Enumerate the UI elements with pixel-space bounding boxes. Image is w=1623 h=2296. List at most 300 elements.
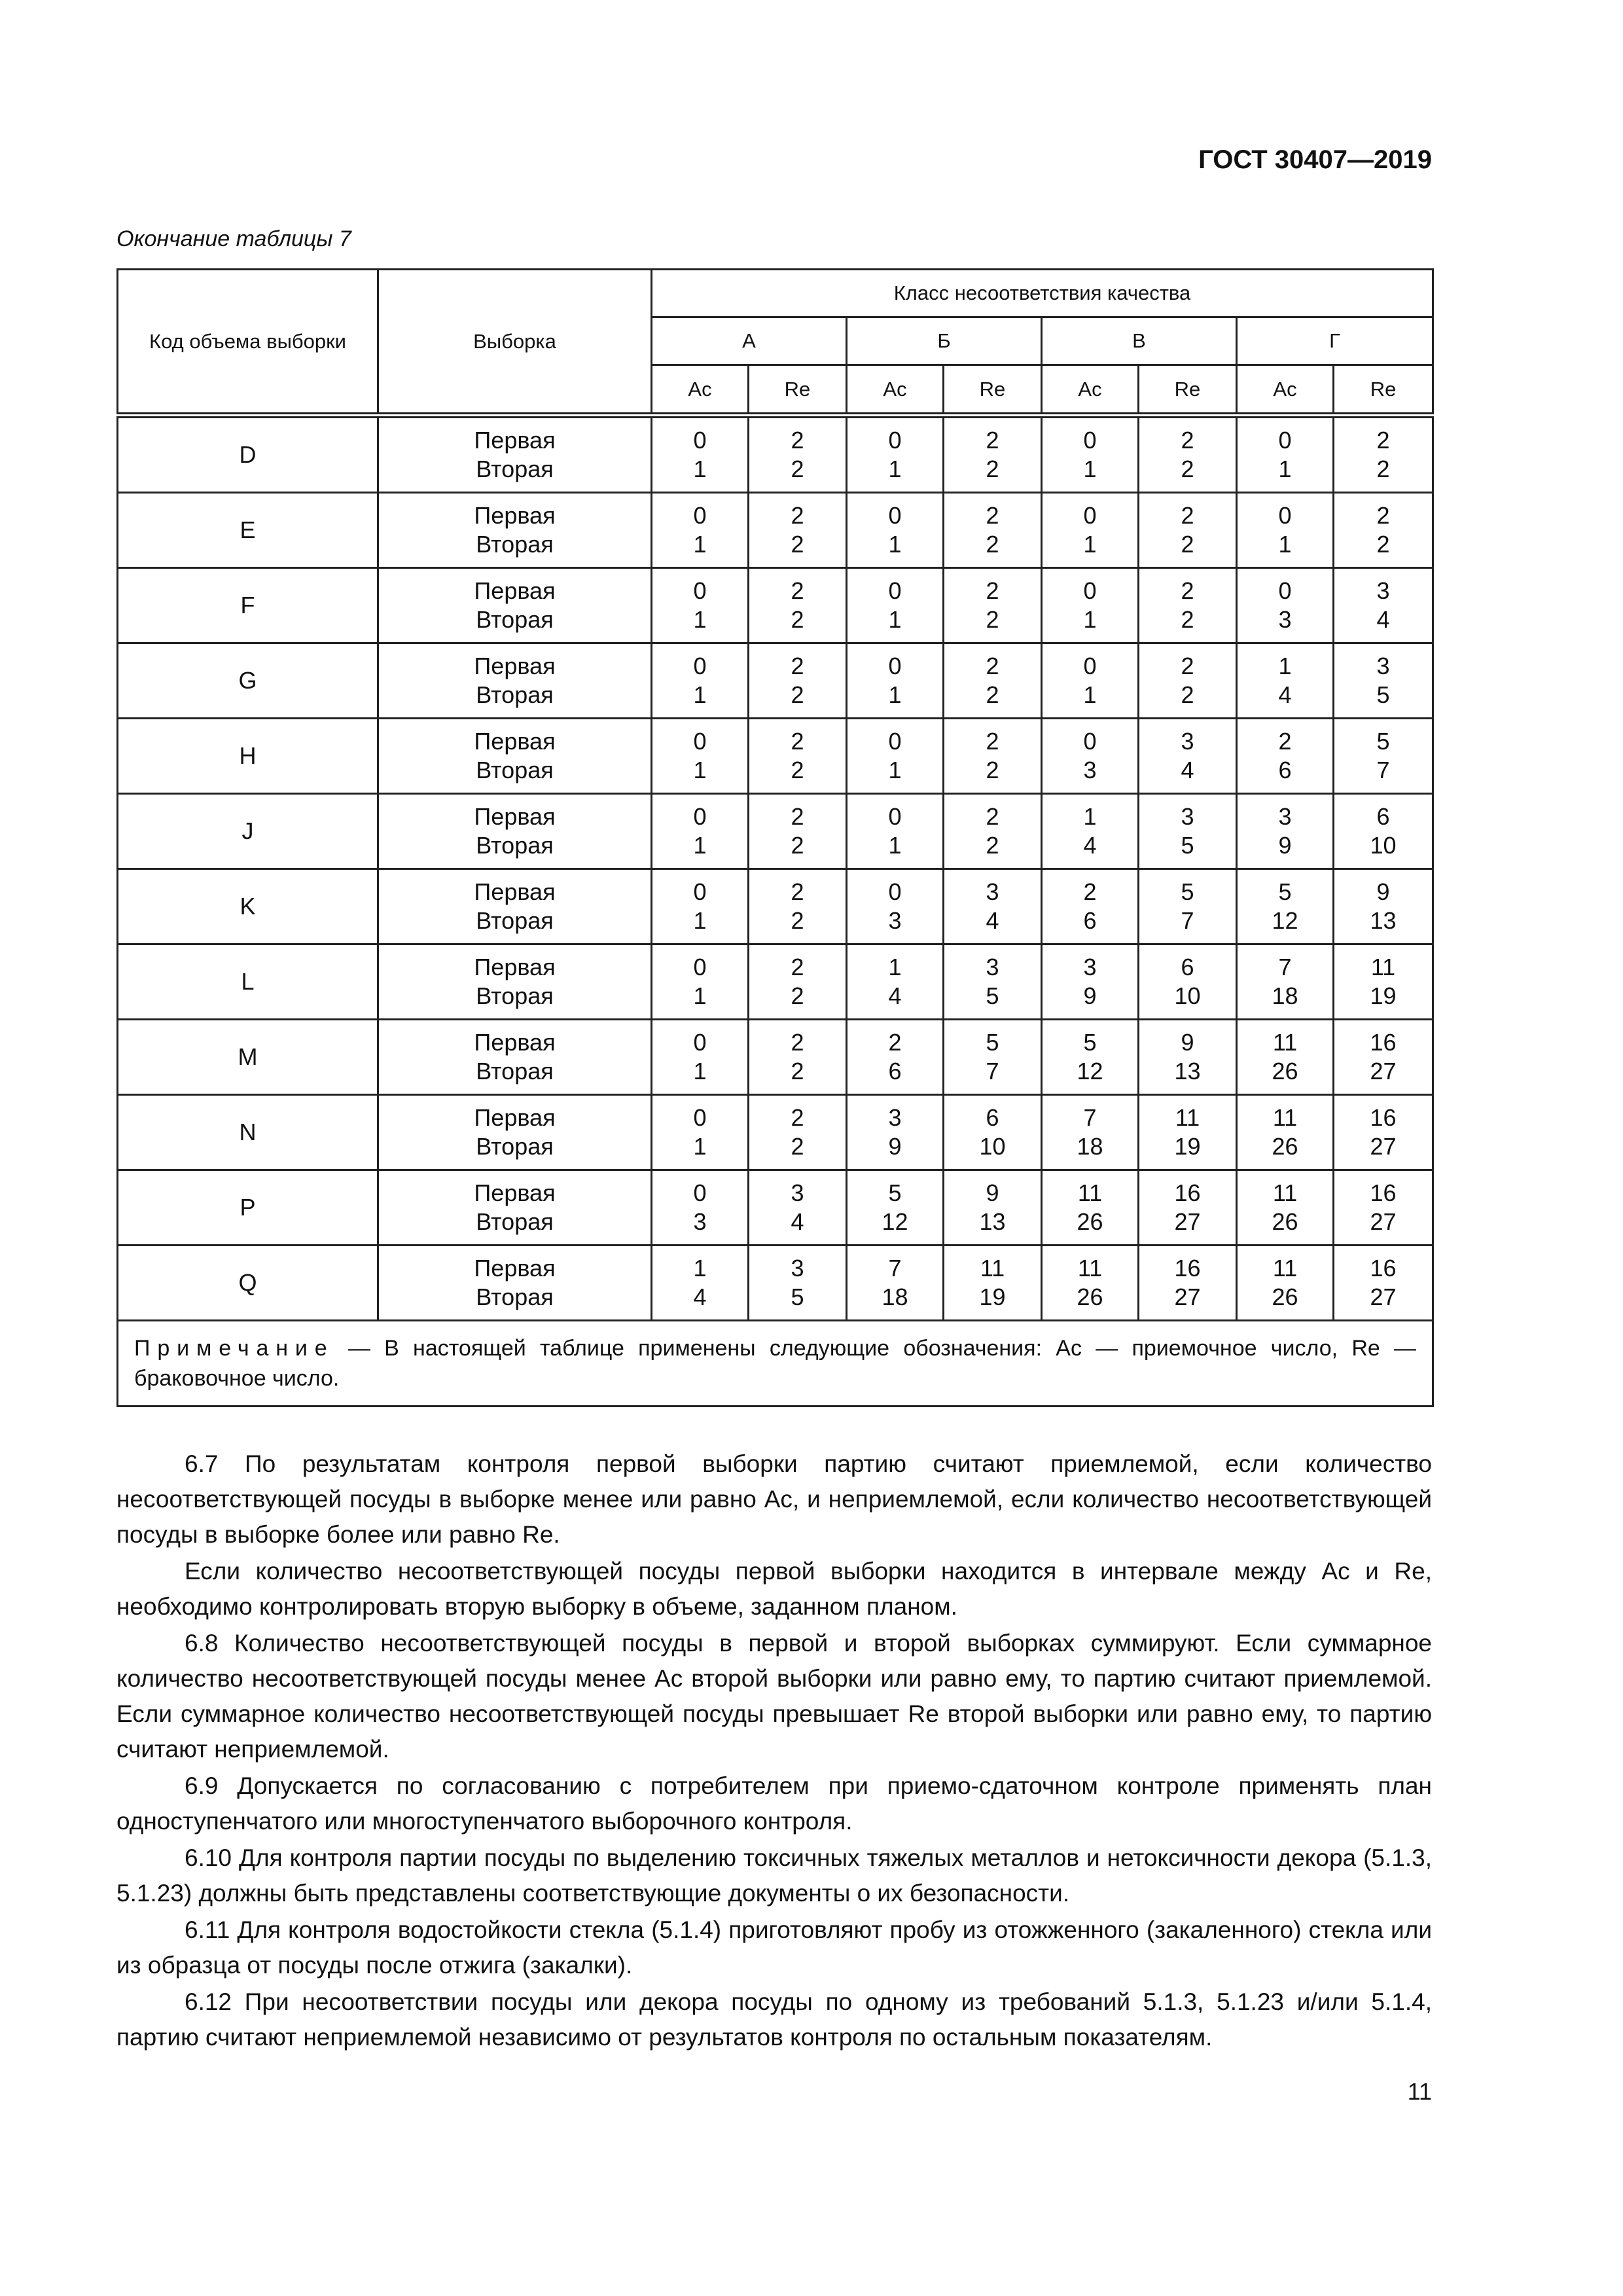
header-re: Re [749, 365, 847, 416]
value: 27 [1370, 1283, 1397, 1310]
table-row [118, 869, 1433, 944]
value: 3 [791, 1255, 804, 1282]
value: 4 [1376, 606, 1390, 633]
sample-label: Вторая [476, 606, 554, 633]
value: 3 [693, 1208, 707, 1235]
value-cell [652, 794, 749, 869]
value-cell [1139, 869, 1237, 944]
value: 12 [1272, 907, 1298, 934]
value: 12 [1077, 1058, 1103, 1085]
table-note [118, 1321, 1433, 1407]
sample-label: Первая [474, 803, 556, 830]
value: 9 [888, 1133, 902, 1160]
value: 1 [1278, 456, 1292, 482]
sample-label: Вторая [476, 982, 554, 1009]
value: 2 [1181, 606, 1194, 633]
value-cell [847, 1246, 944, 1321]
value-cell [1139, 493, 1237, 568]
value: 3 [986, 878, 999, 905]
value: 19 [979, 1283, 1006, 1310]
value: 0 [888, 803, 902, 830]
value: 2 [1181, 427, 1194, 454]
paragraph: 6.12 При несоответствии посуды или декора посуды по одному из требований 5.1.3, 5.1.23 и/или 5.1.4, партию считают неприемлемой независимо от результатов контроля по остальным показателям. [116, 1988, 1432, 2051]
header-ac: Ac [1042, 365, 1139, 416]
sample-label: Вторая [476, 1058, 554, 1085]
value-cell [1237, 416, 1334, 493]
value: 27 [1370, 1133, 1397, 1160]
value: 1 [888, 531, 902, 558]
value: 4 [1278, 681, 1292, 708]
value: 2 [1181, 531, 1194, 558]
value: 27 [1174, 1283, 1201, 1310]
value-cell [944, 493, 1042, 568]
value: 0 [888, 502, 902, 529]
value: 10 [979, 1133, 1006, 1160]
value-cell [1334, 493, 1433, 568]
value-cell [1237, 944, 1334, 1020]
value: 18 [882, 1283, 908, 1310]
paragraph: 6.9 Допускается по согласованию с потребителем при приемо-сдаточном контроле применять план одноступенчатого или многоступенчатого выборочного контроля. [116, 1772, 1432, 1835]
sample-cell [378, 869, 652, 944]
value-cell [749, 568, 847, 643]
table-row [118, 944, 1433, 1020]
value-cell [944, 1170, 1042, 1246]
value: 0 [693, 1029, 707, 1056]
header-ac: Ac [1237, 365, 1334, 416]
sample-label: Первая [474, 728, 556, 755]
value: 2 [1181, 502, 1194, 529]
value-cell [652, 493, 749, 568]
value: 2 [791, 1029, 804, 1056]
value: 2 [791, 1058, 804, 1085]
sample-code-cell: G [118, 643, 378, 719]
value: 0 [693, 427, 707, 454]
value-cell [1042, 568, 1139, 643]
value: 2 [986, 577, 999, 604]
value-cell [944, 568, 1042, 643]
value-cell [847, 568, 944, 643]
value-cell [1237, 719, 1334, 794]
value: 1 [1278, 531, 1292, 558]
header-re: Re [1139, 365, 1237, 416]
value: 2 [986, 832, 999, 859]
paragraph: 6.8 Количество несоответствующей посуды в первой и второй выборках суммируют. Если суммарное количество несоответствующей посуды менее Ac второй выборки или равно ему, то партию считают приемлемой. Если суммарное количество несоответствующей посуды превышает Re второй выборки или равно ему, то партию считают неприемлемой. [116, 1630, 1432, 1763]
value: 1 [888, 681, 902, 708]
value-cell [1334, 719, 1433, 794]
value: 11 [1175, 1104, 1200, 1131]
sample-label: Первая [474, 878, 556, 905]
value: 2 [1181, 681, 1194, 708]
value-cell [847, 1170, 944, 1246]
paragraph: 6.10 Для контроля партии посуды по выделению токсичных тяжелых металлов и нетоксичности декора (5.1.3, 5.1.23) должны быть представлены соответствующие документы о их безопасности. [116, 1844, 1432, 1907]
value: 2 [986, 456, 999, 482]
value: 26 [1272, 1058, 1298, 1085]
value: 1 [693, 982, 707, 1009]
value: 3 [1083, 954, 1097, 980]
value: 3 [1278, 803, 1292, 830]
value: 2 [791, 907, 804, 934]
sample-label: Первая [474, 427, 556, 454]
value: 2 [791, 427, 804, 454]
value: 1 [693, 832, 707, 859]
sample-label: Вторая [476, 1208, 554, 1235]
value-cell [847, 719, 944, 794]
document-id: ГОСТ 30407—2019 [1198, 145, 1432, 174]
value-cell [1237, 1246, 1334, 1321]
value: 5 [986, 982, 999, 1009]
value-cell [749, 1020, 847, 1095]
sample-cell [378, 568, 652, 643]
value-cell [1042, 794, 1139, 869]
value: 3 [1181, 803, 1194, 830]
value: 11 [1077, 1179, 1103, 1206]
value: 6 [1181, 954, 1194, 980]
header-re: Re [944, 365, 1042, 416]
value-cell [652, 944, 749, 1020]
value-cell [749, 1170, 847, 1246]
value-cell [749, 493, 847, 568]
sample-cell [378, 944, 652, 1020]
value-cell [749, 1246, 847, 1321]
value: 2 [791, 728, 804, 755]
sample-cell [378, 643, 652, 719]
value: 16 [1370, 1104, 1397, 1131]
value-cell [652, 719, 749, 794]
value: 0 [1083, 502, 1097, 529]
value: 2 [791, 878, 804, 905]
value-cell [1139, 719, 1237, 794]
value-cell [1334, 1170, 1433, 1246]
sample-code-cell: D [118, 416, 378, 493]
sample-code-cell: K [118, 869, 378, 944]
sample-label: Первая [474, 1179, 556, 1206]
value-cell [652, 568, 749, 643]
value: 26 [1077, 1283, 1103, 1310]
value: 2 [791, 577, 804, 604]
value: 13 [1370, 907, 1397, 934]
value: 11 [1272, 1255, 1298, 1282]
value: 0 [1278, 577, 1292, 604]
value-cell [1237, 1020, 1334, 1095]
value: 3 [888, 907, 902, 934]
value-cell [749, 794, 847, 869]
value: 0 [693, 577, 707, 604]
value: 5 [1278, 878, 1292, 905]
value: 1 [1083, 681, 1097, 708]
value: 26 [1272, 1208, 1298, 1235]
value: 2 [791, 681, 804, 708]
value: 0 [1083, 728, 1097, 755]
value-cell [749, 944, 847, 1020]
value: 1 [1083, 531, 1097, 558]
header-class-a: А [652, 317, 847, 365]
sample-cell [378, 1170, 652, 1246]
value-cell [1042, 643, 1139, 719]
value: 9 [1376, 878, 1390, 905]
sample-code-cell: E [118, 493, 378, 568]
value: 2 [791, 653, 804, 679]
value-cell [1139, 1020, 1237, 1095]
value-cell [847, 794, 944, 869]
value-cell [847, 869, 944, 944]
value: 2 [791, 502, 804, 529]
value-cell [1334, 944, 1433, 1020]
table-row [118, 1095, 1433, 1170]
value: 7 [986, 1058, 999, 1085]
sample-label: Вторая [476, 832, 554, 859]
value: 1 [693, 456, 707, 482]
value: 16 [1370, 1255, 1397, 1282]
value-cell [1139, 1246, 1237, 1321]
sample-cell [378, 1095, 652, 1170]
header-ac: Ac [847, 365, 944, 416]
value: 1 [888, 456, 902, 482]
sample-code-cell: Q [118, 1246, 378, 1321]
value: 1 [693, 681, 707, 708]
sample-code-cell: P [118, 1170, 378, 1246]
value: 5 [1376, 728, 1390, 755]
value: 0 [1083, 577, 1097, 604]
value: 11 [1077, 1255, 1103, 1282]
value: 5 [888, 1179, 902, 1206]
value-cell [1042, 1246, 1139, 1321]
value: 3 [1376, 577, 1390, 604]
value: 0 [693, 728, 707, 755]
header-class-b: Б [847, 317, 1042, 365]
value: 9 [986, 1179, 999, 1206]
value: 1 [888, 606, 902, 633]
value: 2 [791, 982, 804, 1009]
value: 0 [693, 502, 707, 529]
value: 4 [791, 1208, 804, 1235]
sample-label: Первая [474, 653, 556, 679]
value-cell [1334, 1095, 1433, 1170]
value: 2 [986, 653, 999, 679]
value: 2 [791, 954, 804, 980]
value: 2 [1181, 653, 1194, 679]
acceptance-table [116, 268, 1434, 1407]
table-row [118, 493, 1433, 568]
body-text [116, 1446, 1432, 2056]
value: 3 [1278, 606, 1292, 633]
value: 2 [986, 803, 999, 830]
value-cell [1139, 794, 1237, 869]
value: 10 [1370, 832, 1397, 859]
value-cell [1334, 416, 1433, 493]
value-cell [1334, 869, 1433, 944]
value: 9 [1083, 982, 1097, 1009]
sample-cell [378, 1246, 652, 1321]
value: 11 [1370, 954, 1396, 980]
value-cell [1237, 493, 1334, 568]
value-cell [1139, 568, 1237, 643]
value-cell [652, 1020, 749, 1095]
value: 2 [986, 606, 999, 633]
value-cell [1042, 1170, 1139, 1246]
page-number: 11 [1407, 2078, 1432, 2105]
value: 2 [1376, 427, 1390, 454]
value-cell [1237, 794, 1334, 869]
sample-cell [378, 416, 652, 493]
value: 0 [693, 1104, 707, 1131]
value: 1 [1083, 803, 1097, 830]
value-cell [1334, 1246, 1433, 1321]
value: 26 [1077, 1208, 1103, 1235]
header-code: Код объема выборки [118, 270, 378, 416]
value: 2 [1376, 531, 1390, 558]
value-cell [944, 1020, 1042, 1095]
value-cell [652, 416, 749, 493]
value-cell [749, 869, 847, 944]
value: 9 [1181, 1029, 1194, 1056]
value-cell [1042, 719, 1139, 794]
sample-cell [378, 1020, 652, 1095]
sample-code-cell: F [118, 568, 378, 643]
value: 5 [1376, 681, 1390, 708]
value: 19 [1370, 982, 1397, 1009]
value: 27 [1174, 1208, 1201, 1235]
value-cell [1139, 1170, 1237, 1246]
value-cell [847, 493, 944, 568]
sample-cell [378, 493, 652, 568]
value-cell [1042, 944, 1139, 1020]
value: 7 [1083, 1104, 1097, 1131]
value: 6 [1376, 803, 1390, 830]
header-class-v: В [1042, 317, 1237, 365]
value: 5 [791, 1283, 804, 1310]
value: 3 [888, 1104, 902, 1131]
value: 26 [1272, 1283, 1298, 1310]
value-cell [1237, 1095, 1334, 1170]
value: 5 [1181, 878, 1194, 905]
value: 1 [693, 757, 707, 783]
value: 0 [888, 653, 902, 679]
value-cell [1237, 869, 1334, 944]
header-re: Re [1334, 365, 1433, 416]
value: 5 [1181, 832, 1194, 859]
value: 1 [693, 1255, 707, 1282]
value: 2 [986, 728, 999, 755]
header-class-g: Г [1237, 317, 1433, 365]
table-row [118, 643, 1433, 719]
value: 2 [1181, 577, 1194, 604]
value: 11 [1272, 1104, 1298, 1131]
value-cell [1042, 1095, 1139, 1170]
value-cell [1139, 416, 1237, 493]
value: 2 [986, 427, 999, 454]
value: 10 [1174, 982, 1201, 1009]
value-cell [944, 794, 1042, 869]
value-cell [749, 643, 847, 719]
value-cell [847, 643, 944, 719]
value-cell [1042, 869, 1139, 944]
value-cell [944, 944, 1042, 1020]
value: 6 [986, 1104, 999, 1131]
sample-label: Вторая [476, 681, 554, 708]
value: 2 [986, 502, 999, 529]
value: 0 [1278, 502, 1292, 529]
value: 4 [888, 982, 902, 1009]
value-cell [652, 1170, 749, 1246]
value: 1 [1278, 653, 1292, 679]
value: 0 [693, 653, 707, 679]
value: 5 [986, 1029, 999, 1056]
value-cell [1237, 1170, 1334, 1246]
value: 27 [1370, 1208, 1397, 1235]
value: 2 [1376, 502, 1390, 529]
sample-label: Вторая [476, 1283, 554, 1310]
value: 2 [986, 531, 999, 558]
sample-label: Первая [474, 577, 556, 604]
value: 26 [1272, 1133, 1298, 1160]
value-cell [749, 1095, 847, 1170]
value: 0 [1278, 427, 1292, 454]
value: 2 [791, 1133, 804, 1160]
value-cell [847, 1095, 944, 1170]
table-row [118, 1246, 1433, 1321]
value: 1 [693, 907, 707, 934]
value: 18 [1077, 1133, 1103, 1160]
value: 2 [791, 832, 804, 859]
value: 1 [693, 606, 707, 633]
value: 0 [693, 1179, 707, 1206]
sample-label: Первая [474, 1255, 556, 1282]
sample-code-cell: H [118, 719, 378, 794]
value: 7 [888, 1255, 902, 1282]
value-cell [944, 643, 1042, 719]
table-row [118, 1020, 1433, 1095]
sample-cell [378, 794, 652, 869]
value: 2 [888, 1029, 902, 1056]
table-row [118, 568, 1433, 643]
value-cell [1237, 643, 1334, 719]
value: 2 [791, 606, 804, 633]
value: 13 [979, 1208, 1006, 1235]
value: 2 [1376, 456, 1390, 482]
value: 1 [888, 832, 902, 859]
value: 19 [1174, 1133, 1201, 1160]
sample-code-cell: M [118, 1020, 378, 1095]
table-row [118, 1170, 1433, 1246]
value: 1 [693, 531, 707, 558]
value: 7 [1181, 907, 1194, 934]
value: 0 [1083, 653, 1097, 679]
value: 4 [1181, 757, 1194, 783]
header-sample: Выборка [378, 270, 652, 416]
value: 11 [1272, 1029, 1298, 1056]
value: 0 [888, 878, 902, 905]
value: 0 [888, 427, 902, 454]
value-cell [1334, 1020, 1433, 1095]
sample-label: Первая [474, 1029, 556, 1056]
value-cell [1139, 1095, 1237, 1170]
value-cell [944, 1095, 1042, 1170]
value-cell [1139, 643, 1237, 719]
value: 3 [1083, 757, 1097, 783]
value: 2 [986, 681, 999, 708]
table-row [118, 416, 1433, 493]
sample-label: Первая [474, 502, 556, 529]
value: 11 [980, 1255, 1005, 1282]
value: 16 [1370, 1179, 1397, 1206]
value: 4 [693, 1283, 707, 1310]
table-row [118, 719, 1433, 794]
sample-label: Вторая [476, 757, 554, 783]
value: 3 [986, 954, 999, 980]
sample-cell [378, 719, 652, 794]
value: 7 [1376, 757, 1390, 783]
header-ac: Ac [652, 365, 749, 416]
